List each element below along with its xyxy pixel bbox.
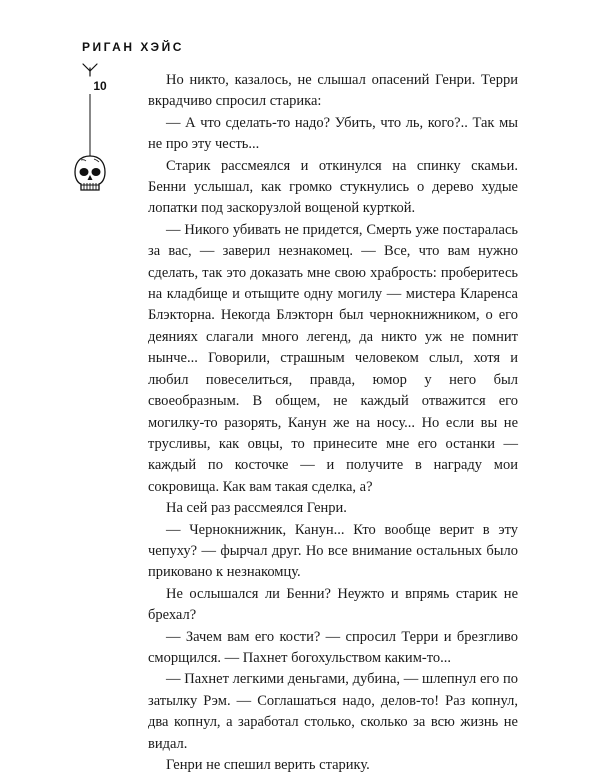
skull-icon — [75, 156, 105, 190]
paragraph: — А что сделать-то надо? Убить, что ль, кого?.. Так мы не про эту честь... — [148, 114, 518, 153]
paragraph: На сей раз рассмеялся Генри. — [166, 500, 347, 517]
paragraph: — Никого убивать не придется, Смерть уже постаралась за вас, — заверил незнакомец. — Все, что вам нужно сделать, так это доказать мне свою храбрость: проберитесь на кладбище и отыщите одну могилу — мистера Кларенса Блэкторна. Некогда Блэкторн был чернокнижником, о его деяниях слагали много легенд, да никто уж не помнит нынче... Говорили, страшным человеком слыл, хотя и любил повеселиться, правда, юмор у него был своеобразным. В общем, не каждый отважится его могилку-то разорять, Канун же на носу... Но если вы не трусливы, как овцы, то принесите мне его останки — каждый по косточке — и получите в награду мои сокровища. Как вам такая сделка, а? — [148, 221, 518, 495]
paragraph: Старик рассмеялся и откинулся на спинку скамьи. Бенни услышал, как громко стукнулись о дерево худые лопатки под заскорузлой вощеной курткой. — [148, 157, 518, 217]
body-text — [148, 70, 518, 776]
paragraph: Генри не спешил верить старику. — [166, 757, 370, 773]
paragraph: Но никто, казалось, не слышал опасений Генри. Терри вкрадчиво спросил старика: — [148, 72, 518, 110]
paragraph: — Чернокнижник, Канун... Кто вообще верит в эту чепуху? — фырчал друг. Но все внимание остальных было приковано к незнакомцу. — [148, 521, 518, 581]
running-head-title: РИГАН ХЭЙС — [82, 40, 184, 54]
sprout-icon — [83, 64, 97, 76]
paragraph: Не ослышался ли Бенни? Неужто и впрямь старик не брехал? — [148, 585, 518, 624]
paragraph: — Зачем вам его кости? — спросил Терри и брезгливо сморщился. — Пахнет богохульством каким-то... — [148, 628, 518, 666]
paragraph: — Пахнет легкими деньгами, дубина, — шлепнул его по затылку Рэм. — Соглашаться надо, делов-то! Раз копнул, два копнул, а заработал столько, сколько за всю жизнь не видал. — [148, 671, 518, 752]
page-number: 10 — [93, 79, 107, 93]
